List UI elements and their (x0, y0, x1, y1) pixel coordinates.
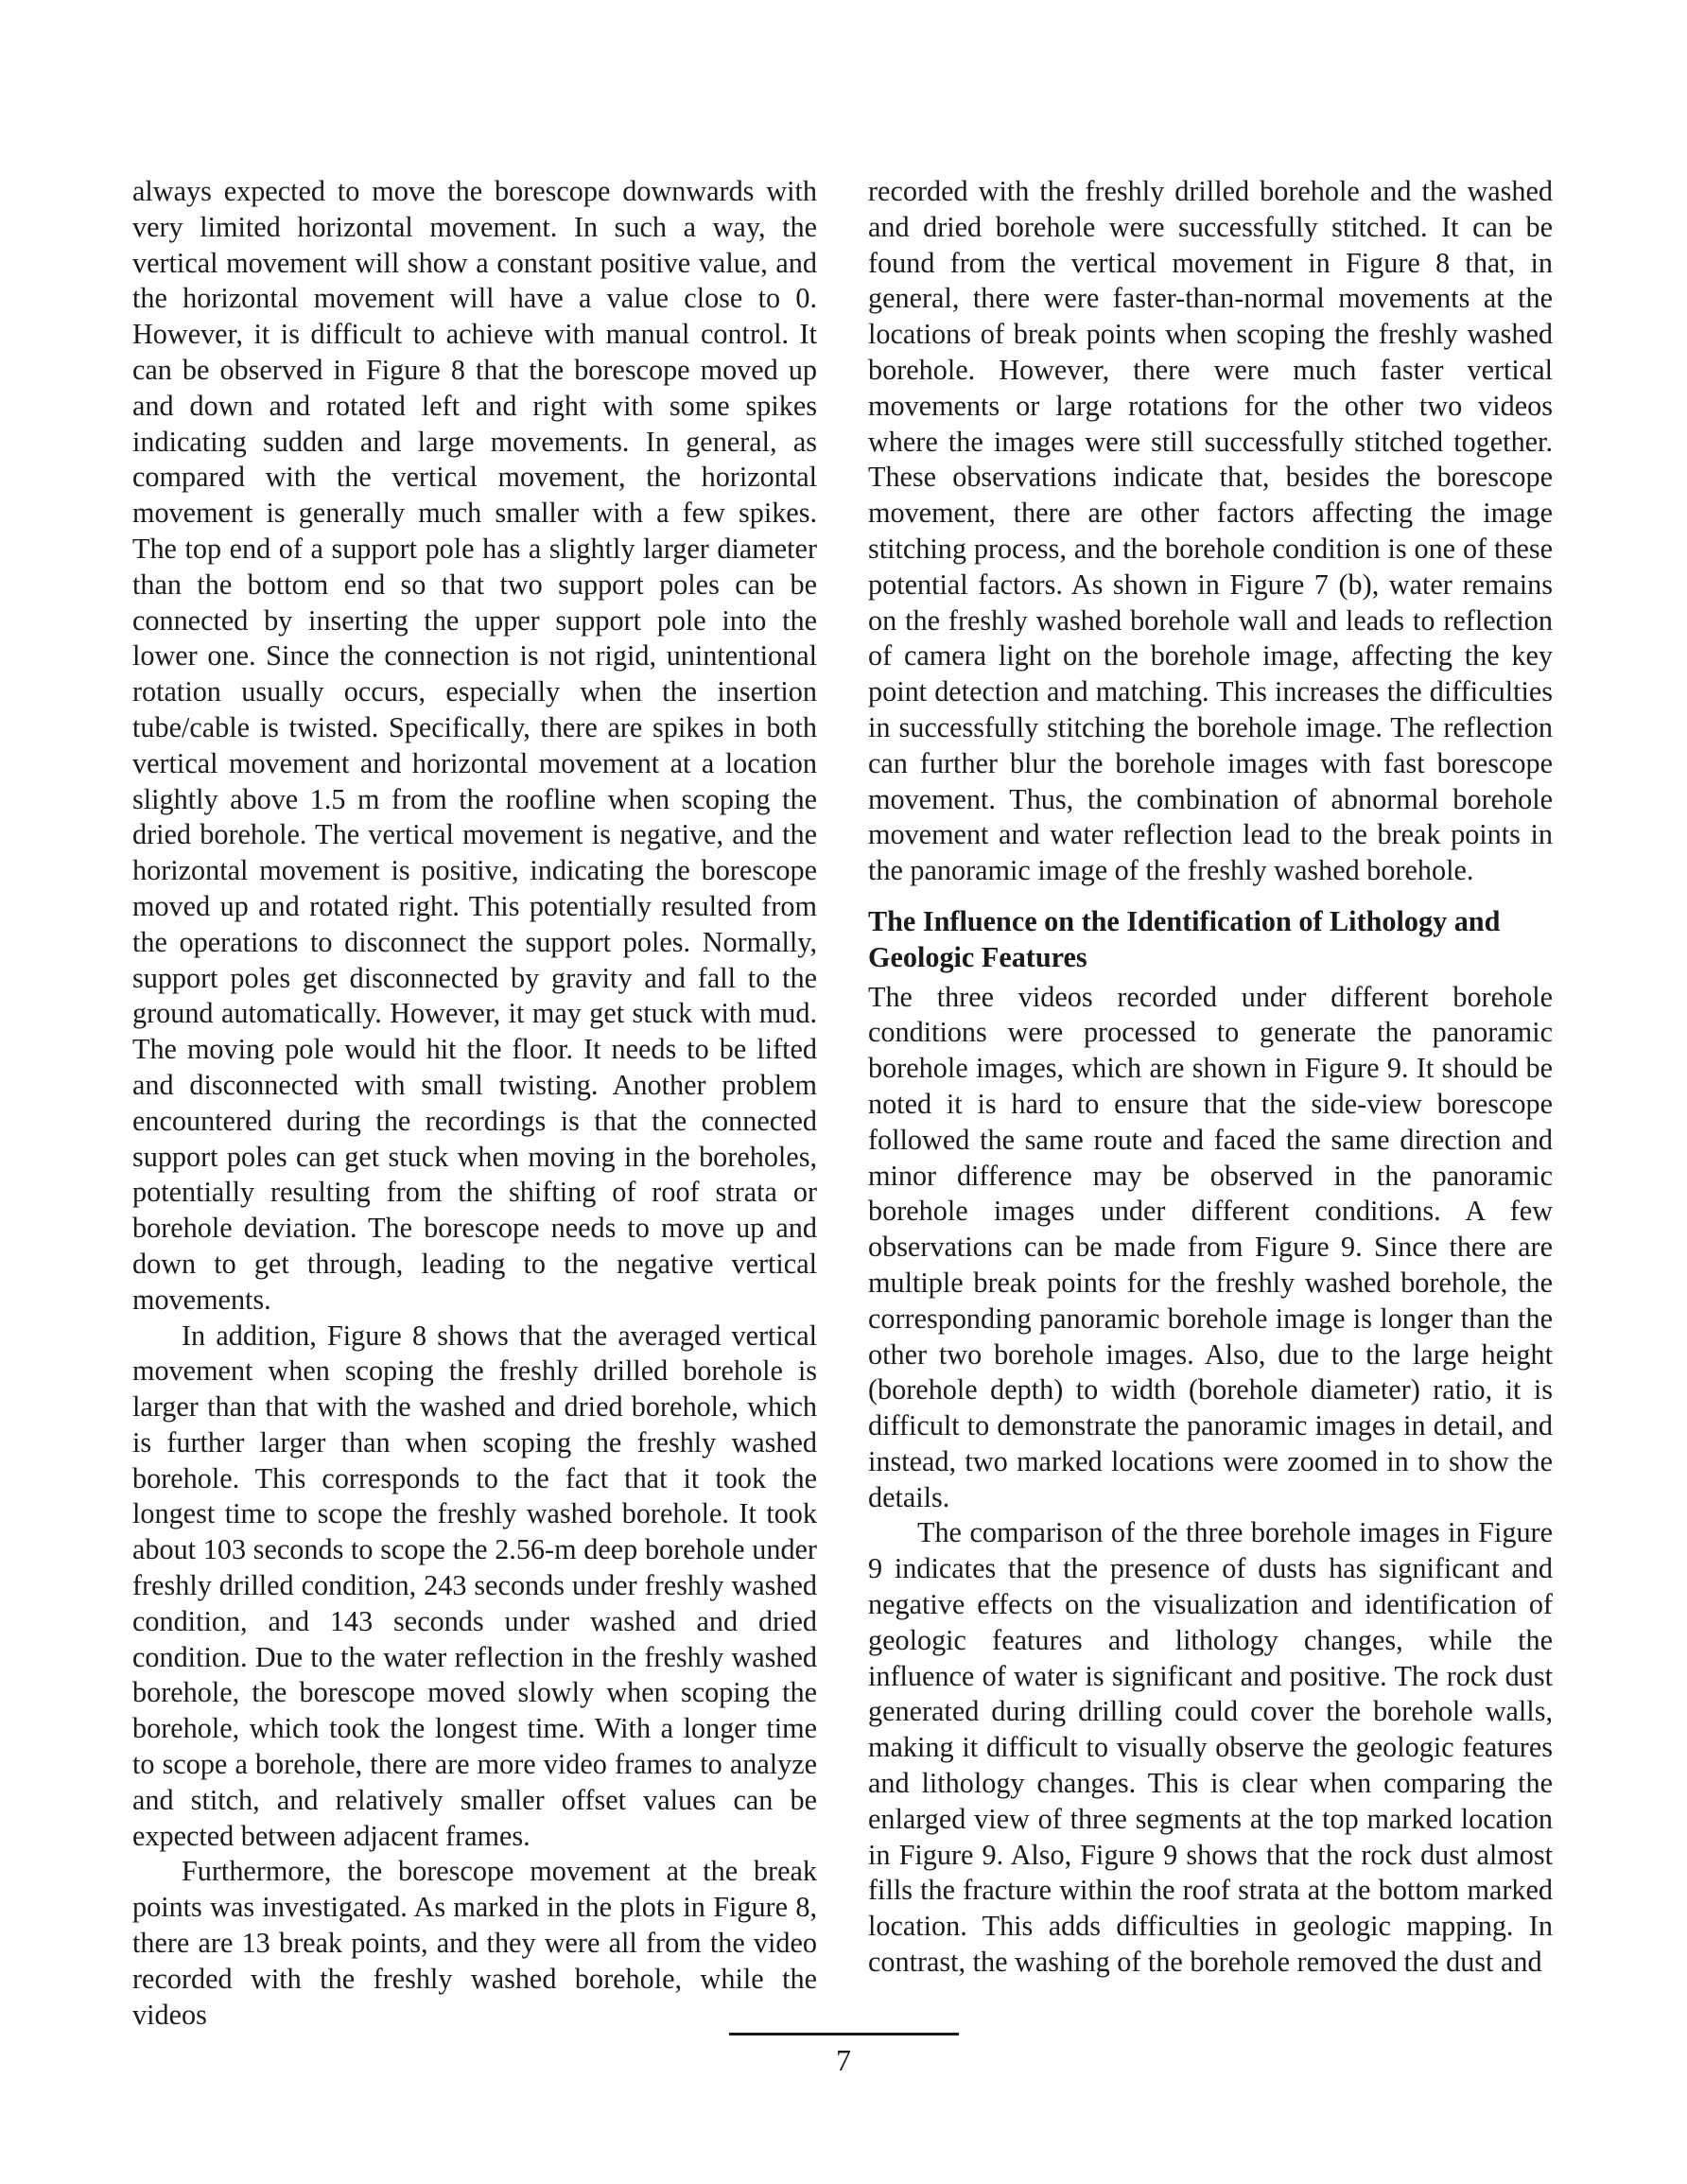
section-heading: The Influence on the Identification of Lithology and Geologic Features (868, 904, 1501, 973)
left-column (132, 174, 817, 2033)
body-paragraph: Furthermore, the borescope movement at the break points was investigated. As marked in the plots in Figure 8, there are 13 break points, and they were all from the video recorded with the freshly washed borehole, while the videos (132, 1855, 817, 2031)
body-paragraph: always expected to move the borescope downwards with very limited horizontal movement. In such a way, the vertical movement will show a constant positive value, and the horizontal movement will have a value close to 0. However, it is difficult to achieve with manual control. It can be observed in Figure 8 that the borescope moved up and down and rotated left and right with some spikes indicating sudden and large movements. In general, as compared with the vertical movement, the horizontal movement is generally much smaller with a few spikes. The top end of a support pole has a slightly larger diameter than the bottom end so that two support poles can be connected by inserting the upper support pole into the lower one. Since the connection is not rigid, unintentional rotation usually occurs, especially when the insertion tube/cable is twisted. Specifically, there are spikes in both vertical movement and horizontal movement at a location slightly above 1.5 m from the roofline when scoping the dried borehole. The vertical movement is negative, and the horizontal movement is positive, indicating the borescope moved up and rotated right. This potentially resulted from the operations to disconnect the support poles. Normally, support poles get disconnected by gravity and fall to the ground automatically. However, it may get stuck with mud. The moving pole would hit the floor. It needs to be lifted and disconnected with small twisting. Another problem encountered during the recordings is that the connected support poles can get stuck when moving in the boreholes, potentially resulting from the shifting of roof strata or borehole deviation. The borescope needs to move up and down to get through, leading to the negative vertical movements. (132, 175, 817, 1316)
right-column (868, 174, 1553, 1981)
body-paragraph: recorded with the freshly drilled borehole and the washed and dried borehole were successfully stitched. It can be found from the vertical movement in Figure 8 that, in general, there were faster-than-normal movements at the locations of break points when scoping the freshly washed borehole. However, there were much faster vertical movements or large rotations for the other two videos where the images were still successfully stitched together. These observations indicate that, besides the borescope movement, there are other factors affecting the image stitching process, and the borehole condition is one of these potential factors. As shown in Figure 7 (b), water remains on the freshly washed borehole wall and leads to reflection of camera light on the borehole image, affecting the key point detection and matching. This increases the difficulties in successfully stitching the borehole image. The reflection can further blur the borehole images with fast borescope movement. Thus, the combination of abnormal borehole movement and water reflection lead to the break points in the panoramic image of the freshly washed borehole. (868, 175, 1553, 887)
body-paragraph: The three videos recorded under different borehole conditions were processed to generate the panoramic borehole images, which are shown in Figure 9. It should be noted it is hard to ensure that the side-view borescope followed the same route and faced the same direction and minor difference may be observed in the panoramic borehole images under different conditions. A few observations can be made from Figure 9. Since there are multiple break points for the freshly washed borehole, the corresponding panoramic borehole image is longer than the other two borehole images. Also, due to the large height (borehole depth) to width (borehole diameter) ratio, it is difficult to demonstrate the panoramic images in detail, and instead, two marked locations were zoomed in to show the details. (868, 980, 1553, 1513)
footer-rule (729, 2033, 959, 2035)
page-number: 7 (836, 2043, 851, 2077)
body-paragraph: The comparison of the three borehole images in Figure 9 indicates that the presence of dusts has significant and negative effects on the visualization and identification of geologic features and lithology changes, while the influence of water is significant and positive. The rock dust generated during drilling could cover the borehole walls, making it difficult to visually observe the geologic features and lithology changes. This is clear when comparing the enlarged view of three segments at the top marked location in Figure 9. Also, Figure 9 shows that the rock dust almost fills the fracture within the roof strata at the bottom marked location. This adds difficulties in geologic mapping. In contrast, the washing of the borehole removed the dust and (868, 1516, 1553, 1979)
body-paragraph: In addition, Figure 8 shows that the averaged vertical movement when scoping the freshly drilled borehole is larger than that with the washed and dried borehole, which is further larger than when scoping the freshly washed borehole. This corresponds to the fact that it took the longest time to scope the freshly washed borehole. It took about 103 seconds to scope the 2.56-m deep borehole under freshly drilled condition, 243 seconds under freshly washed condition, and 143 seconds under washed and dried condition. Due to the water reflection in the freshly washed borehole, the borescope moved slowly when scoping the borehole, which took the longest time. With a longer time to scope a borehole, there are more video frames to analyze and stitch, and relatively smaller offset values can be expected between adjacent frames. (132, 1319, 817, 1852)
